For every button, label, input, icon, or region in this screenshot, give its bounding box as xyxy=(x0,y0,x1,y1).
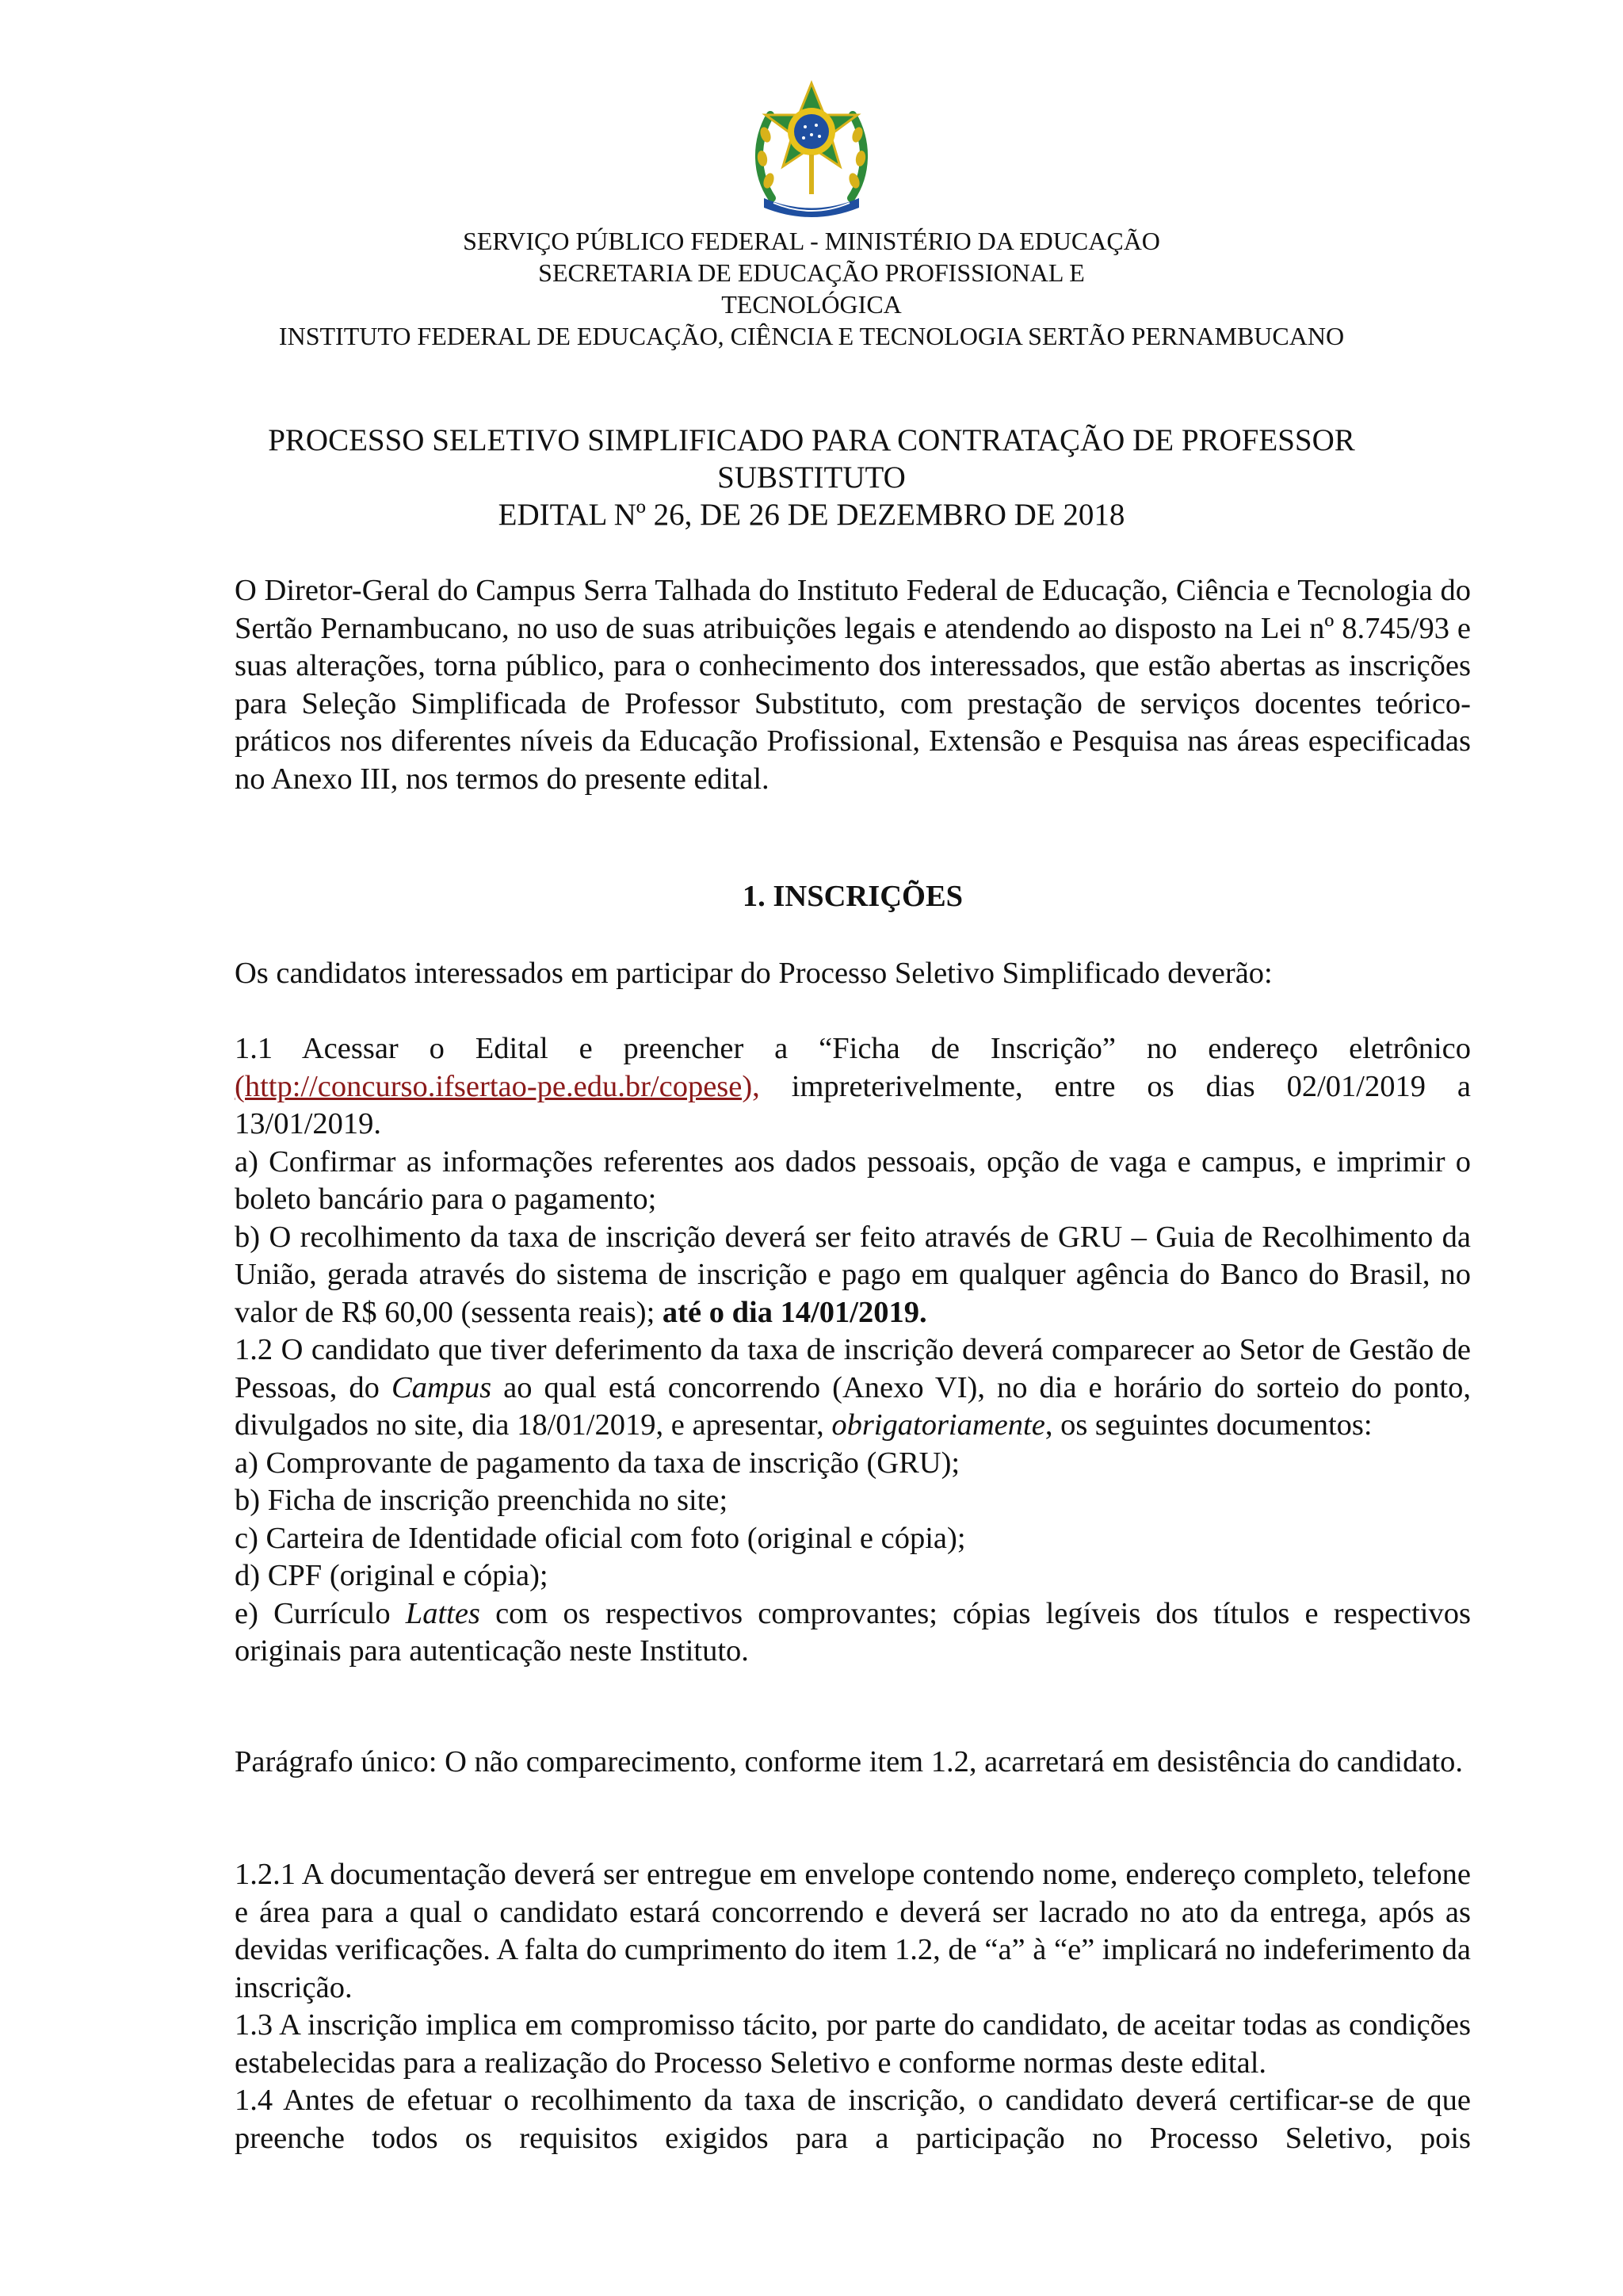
item-1-2-1: 1.2.1 A documentação deverá ser entregue em envelope contendo nome, endereço completo, telefone e área para a qual o candidato estará concorrendo e deverá ser lacrado no ato da entrega, após as devidas verificações. A falta do cumprimento do item 1.2, de “a” à “e” implicará no indeferimento da inscrição. xyxy=(235,1858,1471,2004)
item-1-1-text-cont: impreterivelmente, entre os dias 02/01/2019 a 13/01/2019. xyxy=(235,1069,1471,1140)
item-1-4: 1.4 Antes de efetuar o recolhimento da taxa de inscrição, o candidato deverá certificar-se de que preenche todos os requisitos exigidos para a participação no Processo Seletivo, pois xyxy=(235,2084,1471,2155)
item-1-1-a: a) Confirmar as informações referentes aos dados pessoais, opção de vaga e campus, e imprimir o boleto bancário para o pagamento; xyxy=(235,1144,1471,1216)
item-1-2: 1.2 O candidato que tiver deferimento da taxa de inscrição deverá comparecer ao Setor de Gestão de Pessoas, do Campus ao qual está concorrendo (Anexo VI), no dia e horário do sorteio do ponto, divulgados no site, dia 18/01/2019, e apresentar, obrigatoriamente, os seguintes documentos: xyxy=(235,1333,1471,1442)
document-item-c: c) Carteira de Identidade oficial com foto (original e cópia); xyxy=(235,1521,966,1555)
document-item-b: b) Ficha de inscrição preenchida no site; xyxy=(235,1484,728,1517)
section-lead: Os candidatos interessados em participar do Processo Seletivo Simplificado deverão: xyxy=(235,957,1273,990)
obrigatoriamente-italic: obrigatoriamente xyxy=(831,1408,1045,1442)
title-line-substitute: SUBSTITUTO xyxy=(717,460,906,495)
document-item-a: a) Comprovante de pagamento da taxa de inscrição (GRU); xyxy=(235,1446,960,1480)
item-1-3: 1.3 A inscrição implica em compromisso tácito, por parte do candidato, de aceitar todas as condições estabelecidas para a realização do Processo Seletivo e conforme normas deste edital. xyxy=(235,2008,1471,2080)
lattes-italic: Lattes xyxy=(405,1596,480,1630)
document-title xyxy=(143,422,1480,533)
coat-of-arms-emblem xyxy=(748,79,875,218)
campus-italic: Campus xyxy=(391,1370,492,1404)
registration-link[interactable]: (http://concurso.ifsertao-pe.edu.br/copese), xyxy=(235,1069,760,1103)
item-1-2-1-block xyxy=(235,1856,1471,2157)
section-heading-inscricoes: 1. INSCRIÇÕES xyxy=(742,880,964,913)
intro-paragraph: O Diretor-Geral do Campus Serra Talhada do Instituto Federal de Educação, Ciência e Tecnologia do Sertão Pernambucano, no uso de suas atribuições legais e atendendo ao disposto na Lei nº 8.745/93 e suas alterações, torna público, para o conhecimento dos interessados, que estão abertas as inscrições para Seleção Simplificada de Professor Substituto, com prestação de serviços docentes teórico-práticos nos diferentes níveis da Educação Profissional, Extensão e Pesquisa nas áreas especificadas no Anexo III, nos termos do presente edital. xyxy=(235,574,1471,796)
document-header xyxy=(143,225,1480,352)
document-item-e: e) Currículo Lattes com os respectivos comprovantes; cópias legíveis dos títulos e respectivos originais para autenticação neste Instituto. xyxy=(235,1596,1471,1668)
header-line-ministry: SERVIÇO PÚBLICO FEDERAL - MINISTÉRIO DA EDUCAÇÃO xyxy=(463,227,1160,255)
header-line-secretariat: SECRETARIA DE EDUCAÇÃO PROFISSIONAL E xyxy=(538,258,1085,287)
header-line-secretariat-cont: TECNOLÓGICA xyxy=(721,290,902,319)
title-line-process: PROCESSO SELETIVO SIMPLIFICADO PARA CONTRATAÇÃO DE PROFESSOR xyxy=(268,423,1355,457)
item-1-1-b: b) O recolhimento da taxa de inscrição deverá ser feito através de GRU – Guia de Recolhimento da União, gerada através do sistema de inscrição e pago em qualquer agência do Banco do Brasil, no valor de R$ 60,00 (sessenta reais); até o dia 14/01/2019. xyxy=(235,1220,1471,1329)
item-1-1 xyxy=(235,1030,1471,1671)
paragrafo-unico: Parágrafo único: O não comparecimento, conforme item 1.2, acarretará em desistência do candidato. xyxy=(235,1745,1464,1778)
item-1-1-text: 1.1 Acessar o Edital e preencher a “Ficha de Inscrição” no endereço eletrônico xyxy=(235,1032,1471,1065)
title-line-edital: EDITAL Nº 26, DE 26 DE DEZEMBRO DE 2018 xyxy=(498,498,1125,532)
header-line-institute: INSTITUTO FEDERAL DE EDUCAÇÃO, CIÊNCIA E TECNOLOGIA SERTÃO PERNAMBUCANO xyxy=(278,322,1345,350)
deadline-bold: até o dia 14/01/2019. xyxy=(662,1295,927,1329)
document-item-d: d) CPF (original e cópia); xyxy=(235,1559,548,1592)
